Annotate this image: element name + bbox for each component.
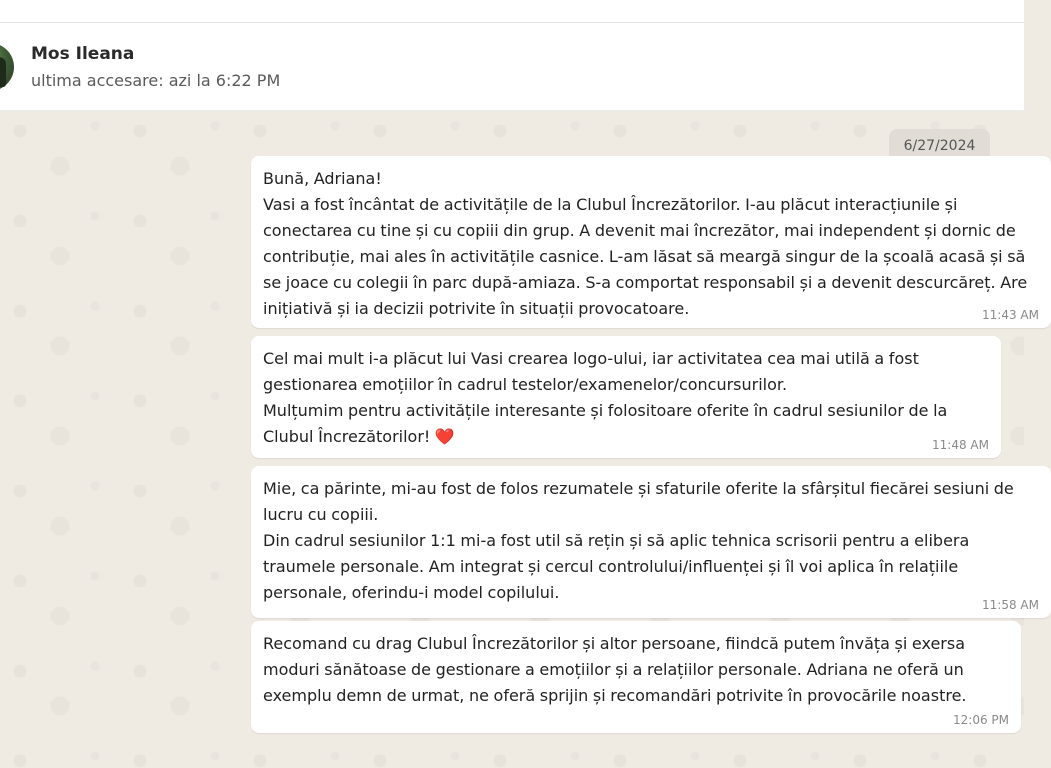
window-top-strip [0, 0, 1024, 23]
message-timestamp: 11:58 AM [982, 598, 1039, 612]
message-bubble[interactable] [251, 621, 1021, 733]
message-timestamp: 12:06 PM [953, 713, 1009, 727]
contact-name[interactable]: Mos Ileana [31, 44, 135, 64]
message-timestamp: 11:48 AM [932, 438, 989, 452]
contact-last-seen: ultima accesare: azi la 6:22 PM [31, 71, 281, 90]
chat-header[interactable] [0, 23, 1024, 111]
avatar-silhouette [0, 57, 6, 87]
message-bubble[interactable] [251, 336, 1001, 458]
chat-messages-area[interactable] [0, 111, 1039, 768]
message-bubble[interactable] [251, 466, 1051, 618]
message-text: Mie, ca părinte, mi-au fost de folos rezumatele și sfaturile oferite la sfârșitul fiecărei sesiuni de lucru cu copiii. Din cadrul sesiunilor 1:1 mi-a fost util să rețin și să aplic tehnica scrisorii pentru a elibera traumele personale. Am integrat și cercul controlului/influenței și îl voi aplica în relațiile personale, oferindu-i model copilului. [263, 479, 1014, 602]
message-timestamp: 11:43 AM [982, 308, 1039, 322]
date-separator: 6/27/2024 [889, 129, 990, 163]
contact-avatar[interactable] [0, 43, 14, 91]
message-bubble[interactable] [251, 156, 1051, 328]
message-text: Bună, Adriana! Vasi a fost încântat de activitățile de la Clubul Încrezătorilor. I-au plăcut interacțiunile și conectarea cu tine și cu copiii din grup. A devenit mai încrezător, mai independent și dornic de contribuție, mai ales în activitățile casnice. L-am lăsat să meargă singur de la școală acasă și să se joace cu colegii în parc după-amiaza. S-a comportat responsabil și a devenit descurcăreț. Are inițiativă și ia decizii potrivite în situații provocatoare. [263, 169, 1028, 318]
message-text: Cel mai mult i-a plăcut lui Vasi crearea logo-ului, iar activitatea cea mai utilă a fost gestionarea emoțiilor în cadrul testelor/examenelor/concursurilor. Mulțumim pentru activitățile interesante și folositoare oferite în cadrul sesiunilor de la Clubul Încrezătorilor! ❤️ [263, 349, 948, 446]
message-text: Recomand cu drag Clubul Încrezătorilor și altor persoane, fiindcă putem învăța și exersa moduri sănătoase de gestionare a emoțiilor și a relațiilor personale. Adriana ne oferă un exemplu demn de urmat, ne oferă sprijin și recomandări potrivite în provocările noastre. [263, 634, 967, 705]
